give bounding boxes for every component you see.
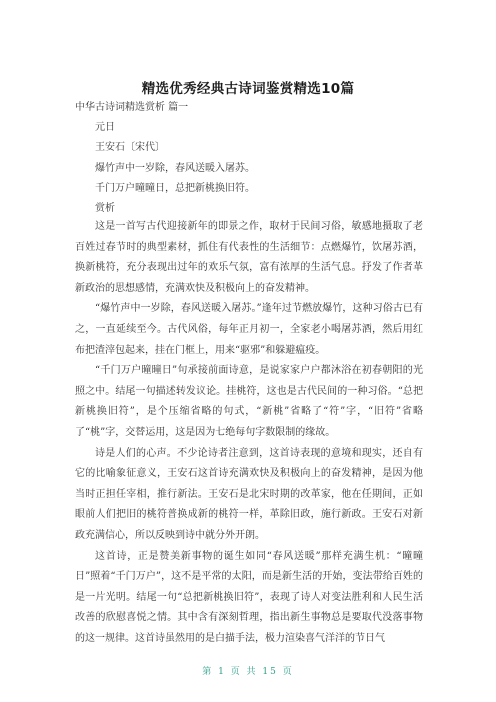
paragraph-4: 诗是人们的心声。不少论诗者注意到，这首诗表现的意境和现实，还自有它的比喻象征意义，王安石这首诗充满欢快及积极向上的奋发精神，是因为他当时正担任宰相，推行新法。王安石是北宋时期的改革家，他在任期间，正如眼前人们把旧的桃符普换成新的桃符一样，革除旧政，施行新政。王安石对新政充满信心，所以反映到诗中就分外开朗。	[75, 447, 423, 541]
poem-author: 王安石〔宋代〕	[95, 142, 165, 153]
page-footer: 第 1 页 共 15 页	[202, 667, 294, 677]
poem-line-1: 爆竹声中一岁除，春风送暖入屠苏。	[95, 163, 255, 174]
poem-line-2: 千门万户曈曈日，总把新桃换旧符。	[95, 183, 255, 194]
analysis-body	[75, 217, 423, 649]
analysis-label: 赏析	[95, 203, 115, 214]
paragraph-5: 这首诗，正是赞美新事物的诞生如同“春风送暖”那样充满生机：“曈曈日”照着“千门万户”，这不是平常的太阳，而是新生活的开始，变法带给百姓的是一片光明。结尾一句“总把新桃换旧符”，表现了诗人对变法胜利和人民生活改善的欣慰喜悦之情。其中含有深刻哲理，指出新生事物总是要取代没落事物的这一规律。这首诗虽然用的是白描手法，极力渲染喜气洋洋的节日气	[75, 550, 423, 644]
document-title: 精选优秀经典古诗词鉴赏精选10篇	[141, 81, 355, 97]
poem-title: 元日	[95, 122, 115, 133]
section-heading: 中华古诗词精选赏析 篇一	[75, 102, 189, 113]
paragraph-3: “千门万户曈曈日”句承接前面诗意，是说家家户户都沐浴在初春朝阳的光照之中。结尾一句描述转发议论。挂桃符，这也是古代民间的一种习俗。“总把新桃换旧符”，是个压缩省略的句式，“新桃”省略了“符”字，“旧符”省略了“桃”字，交替运用，这是因为七绝每句字数限制的缘故。	[75, 365, 423, 438]
paragraph-2: “爆竹声中一岁除，春风送暖入屠苏。”逢年过节燃放爆竹，这种习俗古已有之，一直延续至今。古代风俗，每年正月初一，全家老小喝屠苏酒，然后用红布把渣滓包起来，挂在门框上，用来“驱邪”和躲避瘟疫。	[75, 303, 423, 356]
paragraph-1: 这是一首写古代迎接新年的即景之作，取材于民间习俗，敏感地摄取了老百姓过春节时的典型素材，抓住有代表性的生活细节：点燃爆竹，饮屠苏酒，换新桃符，充分表现出过年的欢乐气氛，富有浓厚的生活气息。抒发了作者革新政治的思想感情，充满欢快及积极向上的奋发精神。	[75, 221, 423, 294]
